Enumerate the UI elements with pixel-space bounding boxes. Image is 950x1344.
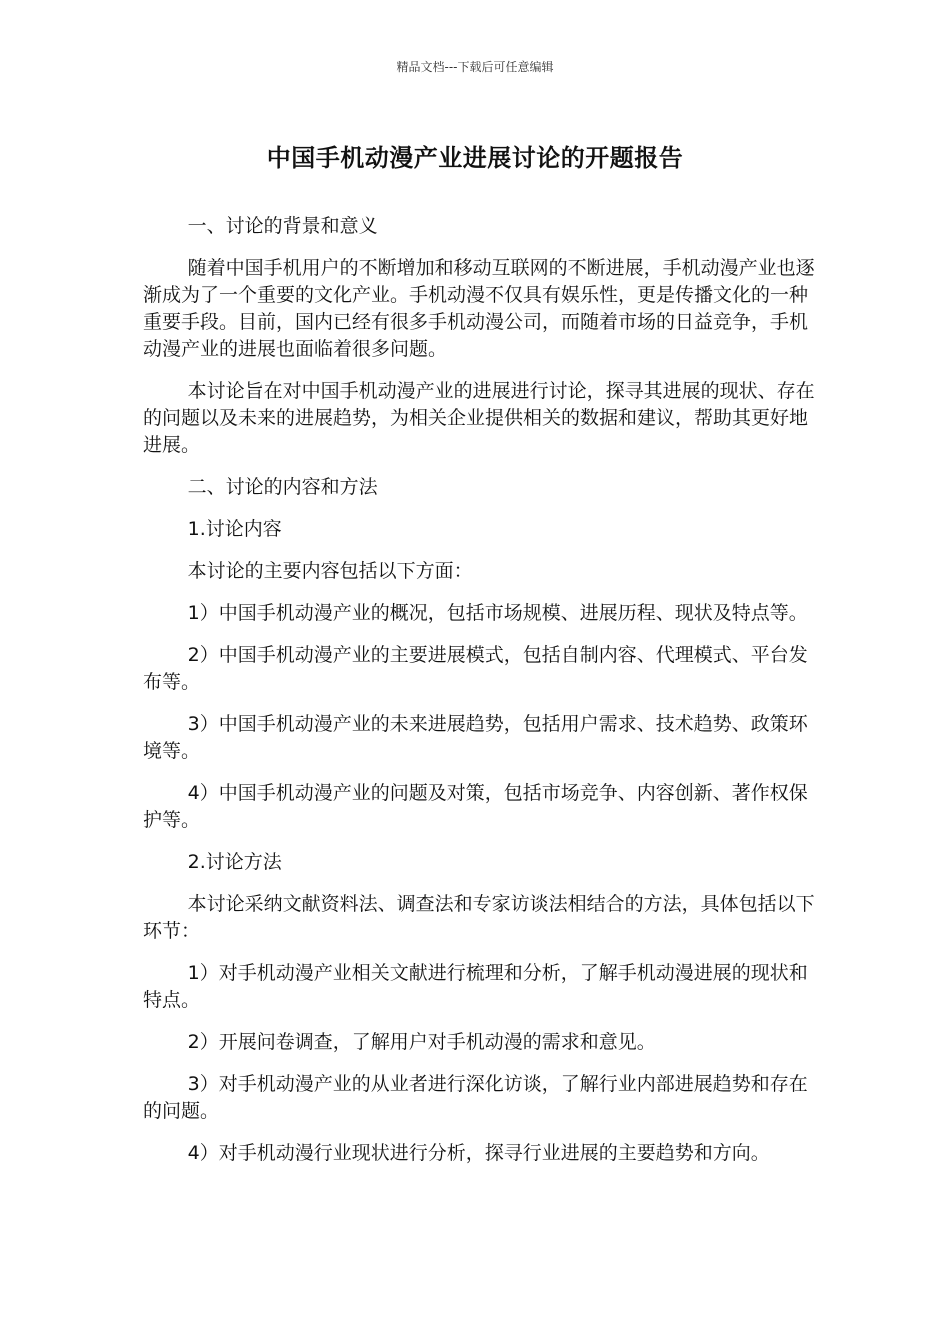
section-heading-content-method: 二、讨论的内容和方法: [187, 476, 378, 498]
list-item-content-3: 3）中国手机动漫产业的未来进展趋势，包括用户需求、技术趋势、政策环境等。: [143, 713, 808, 762]
paragraph-background-1: 随着中国手机用户的不断增加和移动互联网的不断进展，手机动漫产业也逐渐成为了一个重要的文化产业。手机动漫不仅具有娱乐性，更是传播文化的一种重要手段。目前，国内已经有很多手机动漫公司，而随着市场的日益竞争，手机动漫产业的进展也面临着很多问题。: [143, 257, 815, 360]
subheading-content: 1.讨论内容: [187, 518, 282, 540]
paragraph-method-intro: 本讨论采纳文献资料法、调查法和专家访谈法相结合的方法，具体包括以下环节：: [143, 893, 815, 942]
list-item-method-4: 4）对手机动漫行业现状进行分析，探寻行业进展的主要趋势和方向。: [187, 1142, 770, 1164]
document-title: 中国手机动漫产业进展讨论的开题报告: [266, 144, 684, 172]
list-item-method-3: 3）对手机动漫产业的从业者进行深化访谈，了解行业内部进展趋势和存在的问题。: [143, 1073, 808, 1122]
list-item-method-1: 1）对手机动漫产业相关文献进行梳理和分析，了解手机动漫进展的现状和特点。: [143, 962, 808, 1011]
paragraph-background-2: 本讨论旨在对中国手机动漫产业的进展进行讨论，探寻其进展的现状、存在的问题以及未来的进展趋势，为相关企业提供相关的数据和建议，帮助其更好地进展。: [143, 380, 815, 456]
header-note: 精品文档---下载后可任意编辑: [396, 60, 554, 74]
list-item-method-2: 2）开展问卷调查，了解用户对手机动漫的需求和意见。: [187, 1031, 656, 1053]
paragraph-content-intro: 本讨论的主要内容包括以下方面：: [187, 560, 473, 582]
list-item-content-2: 2）中国手机动漫产业的主要进展模式，包括自制内容、代理模式、平台发布等。: [143, 644, 808, 693]
section-heading-background: 一、讨论的背景和意义: [187, 215, 378, 237]
document-body: [143, 213, 823, 1182]
list-item-content-4: 4）中国手机动漫产业的问题及对策，包括市场竞争、内容创新、著作权保护等。: [143, 782, 808, 831]
subheading-method: 2.讨论方法: [187, 851, 282, 873]
list-item-content-1: 1）中国手机动漫产业的概况，包括市场规模、进展历程、现状及特点等。: [187, 602, 808, 624]
